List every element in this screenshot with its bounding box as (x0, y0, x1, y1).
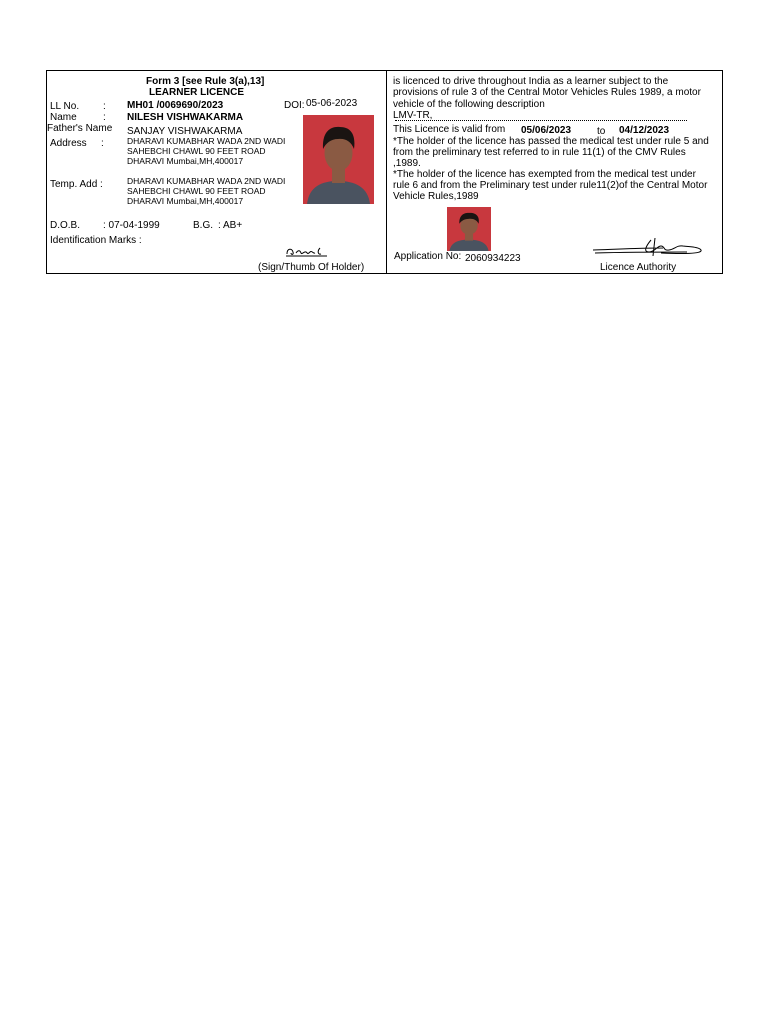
valid-to-date: 04/12/2023 (619, 125, 670, 136)
address-label: Address (50, 138, 87, 149)
terms-line-1: is licenced to drive throughout India as a learner subject to the (393, 76, 669, 87)
note-1-line-3: ,1989. (393, 158, 421, 169)
licence-title: LEARNER LICENCE (149, 87, 245, 98)
application-no-value: 2060934223 (465, 253, 521, 264)
ll-no-label: LL No. (50, 101, 80, 112)
doi-label: DOI: (284, 100, 305, 111)
note-2-line-1: *The holder of the licence has exempted from the medical test under (393, 169, 696, 180)
note-1-line-2: from the preliminary test referred to in rule 11(1) of the CMV Rules (393, 147, 686, 158)
holder-photo (303, 115, 374, 204)
identification-marks-label: Identification Marks : (50, 235, 142, 246)
authority-signature (591, 236, 706, 258)
ll-no-value: MH01 /0069690/2023 (127, 100, 224, 111)
temp-address-line-3: DHARAVI Mumbai,MH,400017 (127, 196, 244, 206)
address-line-1: DHARAVI KUMABHAR WADA 2ND WADI (127, 136, 286, 146)
learner-licence-card (46, 70, 723, 274)
father-name-label: Father's Name (47, 123, 113, 134)
terms-line-3: vehicle of the following description (393, 99, 545, 110)
note-2-line-3: Vehicle Rules,1989 (393, 191, 479, 202)
dotted-separator (395, 120, 687, 121)
holder-photo-small (447, 207, 491, 251)
portrait-photo-icon (303, 115, 374, 204)
valid-to-label: to (597, 126, 606, 137)
signature-mark-icon (591, 236, 706, 258)
blood-group-value: : AB+ (218, 220, 243, 231)
name-value: NILESH VISHWAKARMA (127, 112, 244, 123)
temp-address-line-2: SAHEBCHI CHAWL 90 FEET ROAD (127, 186, 266, 196)
note-1-line-1: *The holder of the licence has passed the medical test under rule 5 and (393, 136, 709, 147)
name-label: Name (50, 112, 77, 123)
address-line-2: SAHEBCHI CHAWL 90 FEET ROAD (127, 146, 266, 156)
address-line-3: DHARAVI Mumbai,MH,400017 (127, 156, 244, 166)
holder-signature (283, 243, 338, 259)
dob-value: : 07-04-1999 (103, 220, 160, 231)
doi-value: 05-06-2023 (306, 98, 358, 109)
portrait-photo-icon (447, 207, 491, 251)
form-title: Form 3 [see Rule 3(a),13] (146, 76, 265, 87)
blood-group-label: B.G. (193, 220, 214, 231)
name-colon: : (103, 112, 106, 123)
temp-address-label: Temp. Add : (50, 179, 103, 190)
sign-caption: (Sign/Thumb Of Holder) (258, 262, 365, 273)
application-no-label: Application No: (394, 251, 462, 262)
valid-from-date: 05/06/2023 (521, 125, 572, 136)
address-colon: : (101, 138, 104, 149)
temp-address-line-1: DHARAVI KUMABHAR WADA 2ND WADI (127, 176, 286, 186)
father-name-value: SANJAY VISHWAKARMA (127, 126, 243, 137)
licence-authority-caption: Licence Authority (600, 262, 677, 273)
vehicle-class: LMV-TR, (393, 110, 433, 121)
ll-no-colon: : (103, 101, 106, 112)
valid-from-label: This Licence is valid from (393, 124, 506, 135)
dob-label: D.O.B. (50, 220, 81, 231)
terms-line-2: provisions of rule 3 of the Central Motor Vehicles Rules 1989, a motor (393, 87, 701, 98)
card-divider (386, 71, 387, 274)
note-2-line-2: rule 6 and from the Preliminary test under rule11(2)of the Central Motor (393, 180, 708, 191)
signature-mark-icon (283, 243, 338, 259)
